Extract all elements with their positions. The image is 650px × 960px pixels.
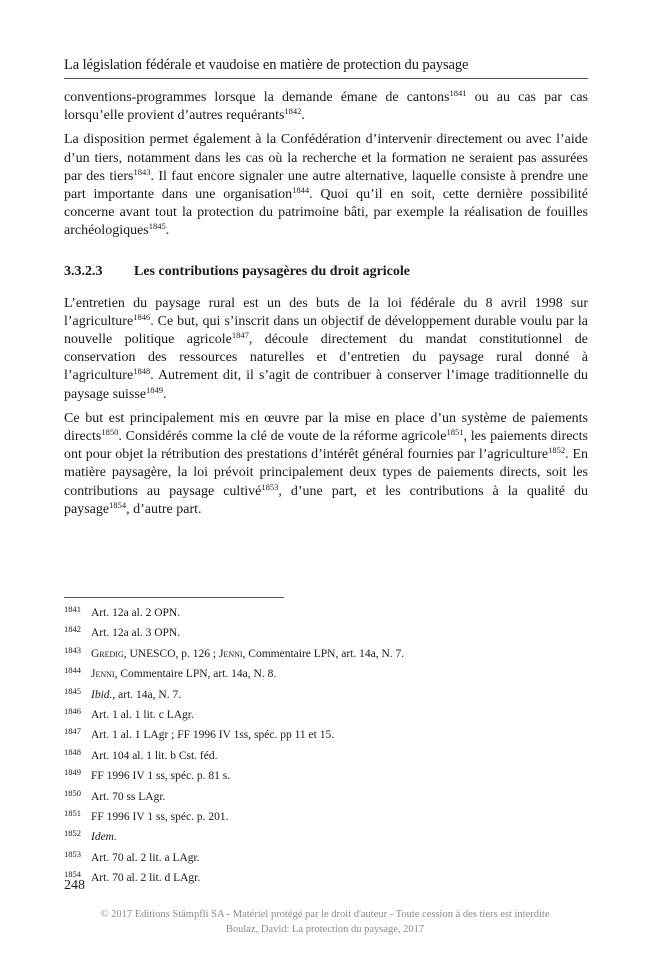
footnote-text	[91, 685, 588, 705]
text-run: . Autrement dit, il s’agit de contribuer à conserver l’image traditionnelle du paysage suisse	[64, 368, 588, 402]
footnote-text: Art. 70 al. 2 lit. d LAgr.	[91, 872, 201, 885]
section-heading	[64, 263, 588, 281]
footnote	[64, 746, 588, 766]
copyright-notice	[0, 908, 650, 937]
footnote	[64, 685, 588, 705]
paragraph-1	[64, 89, 588, 125]
footnote-text: Idem.	[91, 831, 117, 844]
footnote-text: Art. 70 al. 2 lit. a LAgr.	[91, 851, 200, 864]
footnote-number: 1851	[64, 808, 81, 819]
footnote-ref[interactable]: 1850	[101, 427, 119, 438]
footnote-ref[interactable]: 1852	[548, 445, 566, 456]
footnote-divider	[64, 597, 284, 598]
footnote-ref[interactable]: 1843	[133, 166, 151, 177]
footnote-ref[interactable]: 1842	[284, 106, 302, 117]
footnote-number: 1852	[64, 828, 81, 839]
text-run: .	[301, 108, 305, 124]
text-run: , art. 14a, N. 7.	[112, 688, 182, 701]
footnote	[64, 766, 588, 786]
footnote-number: 1843	[64, 644, 81, 655]
page-number: 248	[64, 878, 85, 893]
text-run: , d’une part, et les contributions à la qualité du paysage	[64, 483, 588, 517]
footnote-ref[interactable]: 1844	[292, 185, 310, 196]
footnote-ref[interactable]: 1853	[261, 481, 279, 492]
footnote-ref[interactable]: 1849	[146, 384, 164, 395]
text-run: ou au cas par cas lorsqu’elle provient d’autres requérants	[64, 90, 589, 124]
footnote-ref[interactable]: 1848	[133, 366, 151, 377]
italic-text: Ibid.	[91, 688, 113, 701]
footnote-number: 1853	[64, 848, 81, 859]
footnote-ref[interactable]: 1847	[231, 330, 249, 341]
footnote-number: 1854	[64, 869, 81, 880]
text-run: . En matière paysagère, la loi prévoit principalement deux types de paiements directs, soit les contributions au paysage cultivé	[64, 447, 588, 499]
footnote-ref[interactable]: 1841	[449, 88, 467, 98]
citation-line: Boulaz, David: La protection du paysage, 2017	[225, 923, 425, 935]
footnote-text: Art. 70 ss LAgr.	[91, 790, 166, 803]
footnote-number: 1847	[64, 726, 81, 737]
footnote-text: Art. 104 al. 1 lit. b Cst. féd.	[91, 749, 218, 762]
footnote-text: FF 1996 IV 1 ss, spéc. p. 201.	[91, 811, 229, 824]
author-name: Jenni	[218, 647, 243, 660]
footnote	[64, 868, 588, 888]
text-run: . Considérés comme la clé de voute de la réforme agricole	[118, 429, 447, 445]
footnote	[64, 705, 588, 725]
text-run: .	[165, 223, 170, 239]
footnote-number: 1845	[64, 685, 81, 696]
footnote	[64, 807, 588, 827]
author-name: Jenni	[91, 668, 115, 681]
text-run: , les paiements directs ont pour objet la rétribution des prestations d’intérêt général fournies par l’agriculture	[64, 429, 588, 463]
footnote-text: Art. 1 al. 1 LAgr ; FF 1996 IV 1ss, spéc. pp 11 et 15.	[91, 729, 335, 742]
copyright-line: © 2017 Editions Stämpfli SA - Matériel protégé par le droit d'auteur - Toute cession à des tiers est interdite	[100, 909, 550, 920]
section-title: Les contributions paysagères du droit agricole	[134, 263, 410, 279]
footnote	[64, 725, 588, 745]
footnote-text: Art. 12a al. 2 OPN.	[91, 607, 181, 619]
footnotes	[64, 603, 588, 889]
footnote-ref[interactable]: 1846	[133, 311, 151, 322]
text-run: , Commentaire LPN, art. 14a, N. 8.	[114, 668, 277, 681]
footnote-text: Art. 12a al. 3 OPN.	[91, 627, 181, 640]
text-run: . Quoi qu’il en soit, cette dernière possibilité concerne avant tout la protection du patrimoine bâti, par exemple la réalisation de fouilles archéologiques	[64, 187, 589, 239]
text-run: La disposition permet également à la Confédération d’intervenir directement ou avec l’aide d’un tiers, notamment dans les cas où la recherche et la formation ne seraient pas assurées par des tiers	[64, 132, 588, 184]
section-number: 3.3.2.3	[64, 263, 103, 279]
footnote-number: 1842	[64, 624, 81, 635]
footnote-ref[interactable]: 1851	[446, 427, 464, 438]
paragraph-4	[64, 410, 588, 519]
footnote-text: FF 1996 IV 1 ss, spéc. p. 81 s.	[91, 770, 231, 783]
text-run: , UNESCO, p. 126 ;	[123, 647, 219, 660]
footnote-number: 1850	[64, 787, 81, 798]
main-text	[64, 89, 588, 525]
text-run: , d’autre part.	[126, 501, 202, 517]
author-name: Gredig	[91, 647, 124, 660]
text-run: . Ce but, qui s’inscrit dans un objectif de développement durable voulu par la nouvelle politique agricole	[64, 313, 588, 348]
text-run: .	[163, 386, 167, 402]
text-run: L’entretien du paysage rural est un des buts de la loi fédérale du 8 avril 1998 sur l’agriculture	[64, 295, 588, 329]
paragraph-2	[64, 131, 588, 240]
running-header: La législation fédérale et vaudoise en matière de protection du paysage	[64, 56, 588, 79]
footnote	[64, 848, 588, 868]
text-run: conventions-programmes lorsque la demande émane de cantons	[64, 90, 450, 105]
footnote-ref[interactable]: 1845	[148, 221, 166, 232]
footnote-text	[91, 644, 588, 664]
footnote-number: 1849	[64, 767, 81, 778]
text-run: Ce but est principalement mis en œuvre par la mise en place d’un système de paiements directs	[64, 410, 588, 445]
footnote-text: Art. 1 al. 1 lit. c LAgr.	[91, 709, 194, 722]
paragraph-3	[64, 295, 588, 404]
footnote-ref[interactable]: 1854	[109, 499, 127, 510]
footnote	[64, 603, 588, 623]
text-run: , Commentaire LPN, art. 14a, N. 7.	[242, 647, 405, 660]
footnote-number: 1844	[64, 665, 81, 676]
footnote	[64, 787, 588, 807]
text-run: . Il faut encore signaler une autre alternative, laquelle consiste à prendre une part importante dans une organisation	[64, 168, 588, 203]
footnote	[64, 827, 588, 847]
footnote-number: 1848	[64, 746, 81, 757]
footnote	[64, 644, 588, 664]
footnote-number: 1841	[64, 604, 81, 614]
footnote	[64, 623, 588, 643]
text-run: , découle directement du mandat constitutionnel de conservation des ressources naturelles et d’entretien du paysage rural donné à l’agriculture	[64, 332, 588, 384]
footnote	[64, 664, 588, 684]
footnote-number: 1846	[64, 706, 81, 717]
footnote-text	[91, 664, 588, 684]
